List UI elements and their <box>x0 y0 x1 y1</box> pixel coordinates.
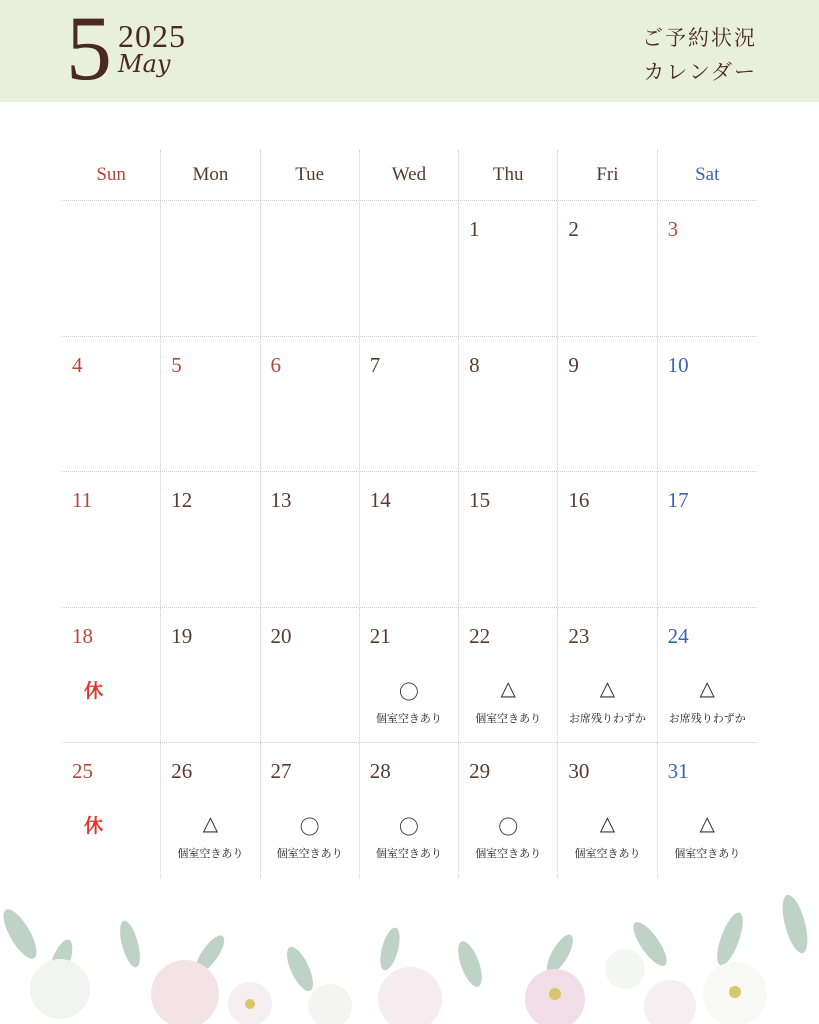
day-number: 15 <box>469 488 491 513</box>
day-number: 19 <box>171 623 193 648</box>
day-number: 14 <box>369 488 391 513</box>
day-number: 26 <box>171 759 193 784</box>
day-number: 10 <box>667 352 689 377</box>
day-cell <box>62 743 161 878</box>
day-cell <box>459 608 558 743</box>
day-number: 7 <box>369 352 381 377</box>
day-number: 29 <box>469 759 491 784</box>
day-cell <box>558 472 657 607</box>
day-cell <box>161 472 260 607</box>
day-cell <box>360 201 459 336</box>
availability-note: お席残りわずか <box>568 711 646 725</box>
day-cell <box>261 743 360 878</box>
week-row <box>62 201 757 337</box>
month-number: 5 <box>66 0 112 99</box>
availability-note: 個室空きあり <box>375 847 442 861</box>
header-banner <box>0 0 819 102</box>
day-cell <box>261 201 360 336</box>
day-cell <box>360 608 459 743</box>
day-number: 8 <box>469 352 480 377</box>
availability-note: 個室空きあり <box>475 847 542 861</box>
calendar-title-line2: カレンダー <box>643 60 757 84</box>
weekday-sun: Sun <box>62 150 161 200</box>
day-number: 6 <box>270 352 282 377</box>
month-name: May <box>118 50 171 78</box>
day-cell <box>459 337 558 472</box>
availability-note: 個室空きあり <box>574 847 641 861</box>
availability-symbol: △ <box>699 675 715 700</box>
day-cell <box>558 608 657 743</box>
availability-symbol: 〇 <box>299 815 320 840</box>
day-number: 27 <box>270 759 292 784</box>
day-cell <box>261 608 360 743</box>
availability-note: 個室空きあり <box>177 847 244 861</box>
day-number: 22 <box>469 623 491 648</box>
day-number: 16 <box>568 488 590 513</box>
day-cell <box>62 472 161 607</box>
day-number: 13 <box>270 488 292 513</box>
availability-note: 個室空きあり <box>475 711 542 725</box>
floral-decoration <box>0 894 819 1024</box>
calendar-title-line1: ご予約状況 <box>642 26 757 50</box>
day-number: 30 <box>568 759 590 784</box>
day-cell <box>658 337 757 472</box>
day-cell <box>62 337 161 472</box>
day-cell <box>161 337 260 472</box>
day-cell <box>658 201 757 336</box>
day-number: 20 <box>270 623 292 648</box>
year-label: 2025 <box>118 18 186 54</box>
availability-symbol: △ <box>599 811 616 836</box>
availability-symbol: △ <box>599 675 616 700</box>
weekday-fri: Fri <box>558 150 657 200</box>
reservation-calendar <box>62 150 757 878</box>
day-cell <box>459 743 558 878</box>
day-cell <box>360 472 459 607</box>
day-number: 4 <box>72 352 83 377</box>
day-cell <box>459 472 558 607</box>
day-cell <box>161 743 260 878</box>
weekday-thu: Thu <box>459 150 558 200</box>
day-number: 24 <box>667 623 689 648</box>
availability-symbol: △ <box>699 811 715 836</box>
day-number: 25 <box>72 759 93 784</box>
day-cell <box>558 337 657 472</box>
day-cell <box>658 472 757 607</box>
day-number: 31 <box>667 759 689 784</box>
week-row <box>62 472 757 608</box>
day-number: 3 <box>667 217 679 241</box>
weekday-mon: Mon <box>161 150 260 200</box>
day-number: 2 <box>568 217 579 241</box>
weekday-header-row <box>62 150 757 201</box>
day-cell <box>558 201 657 336</box>
availability-symbol: 〇 <box>398 815 419 840</box>
week-row <box>62 608 757 744</box>
day-number: 9 <box>568 352 579 377</box>
availability-note: 個室空きあり <box>276 847 343 861</box>
day-number: 12 <box>171 488 193 513</box>
weekday-tue: Tue <box>261 150 360 200</box>
availability-symbol: 〇 <box>398 679 419 704</box>
availability-symbol: △ <box>500 675 516 700</box>
day-cell <box>261 337 360 472</box>
week-row <box>62 337 757 473</box>
day-cell <box>459 201 558 336</box>
day-cell <box>658 608 757 743</box>
day-cell <box>360 337 459 472</box>
day-cell <box>558 743 657 878</box>
day-cell <box>658 743 757 878</box>
week-row <box>62 743 757 878</box>
day-cell <box>360 743 459 878</box>
day-number: 17 <box>667 488 689 513</box>
day-cell <box>161 608 260 743</box>
weekday-wed: Wed <box>360 150 459 200</box>
day-number: 18 <box>72 623 93 648</box>
availability-symbol: △ <box>202 811 219 836</box>
day-cell <box>261 472 360 607</box>
calendar-weeks <box>62 201 757 878</box>
day-cell <box>161 201 260 336</box>
weekday-sat: Sat <box>695 164 720 185</box>
availability-symbol: 〇 <box>498 815 519 840</box>
availability-note: 個室空きあり <box>375 711 442 725</box>
day-number: 23 <box>568 623 590 648</box>
day-number: 11 <box>72 488 93 513</box>
day-number: 21 <box>369 623 391 648</box>
closed-label: 休 <box>84 679 104 702</box>
day-cell <box>62 201 161 336</box>
closed-label: 休 <box>84 815 104 838</box>
day-cell <box>62 608 161 743</box>
day-number: 5 <box>171 352 182 377</box>
availability-note: 個室空きあり <box>674 847 741 861</box>
day-number: 28 <box>369 759 391 784</box>
day-number: 1 <box>469 217 480 241</box>
availability-note: お席残りわずか <box>668 711 746 725</box>
